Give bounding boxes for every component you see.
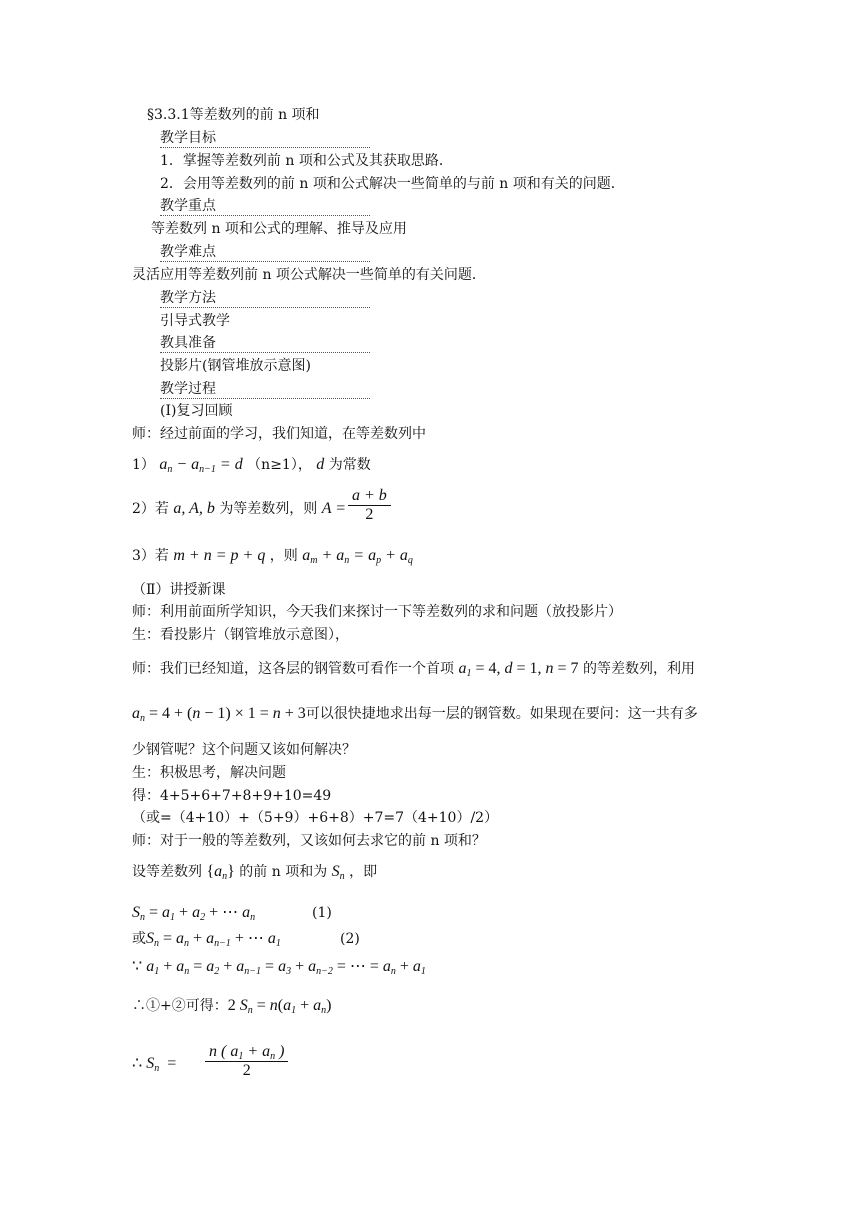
equation-1-number: (1) — [312, 905, 332, 921]
formula-sn-forward: $S_n = a_1 + a_2$ + ⋯ $a_n$ — [132, 904, 256, 923]
equal-pairs-line — [132, 958, 426, 976]
student-line-2: 生：积极思考，解决问题 — [132, 765, 286, 781]
formula-mnpq: m + n = p + q — [173, 547, 266, 564]
t2-prefix: 师：我们已经知道，这各层的钢管数可看作一个首项 — [132, 661, 454, 677]
formula-sum-terms: $a_m + a_n = a_p + a_q$ — [302, 547, 413, 566]
formula-sn-final-lhs: ∴ $S_n$ = — [132, 1055, 177, 1074]
teacher-line-2 — [132, 660, 695, 678]
final-formula-lhs — [132, 1055, 176, 1073]
add-text: ∴①+②可得： — [132, 998, 228, 1014]
l1-suffix: 为常数 — [328, 457, 371, 473]
sequence-an: $\{a_n\}$ — [206, 863, 235, 882]
teacher-line-3 — [132, 705, 698, 723]
formula-difference: $a_n - a_{n-1} = d$ — [159, 456, 243, 475]
t2-suffix: 的等差数列，利用 — [583, 661, 695, 677]
define-line — [132, 863, 377, 881]
teacher-line-1: 师：利用前面所学知识，今天我们来探讨一下等差数列的求和问题（放投影片） — [132, 604, 622, 620]
equation-2 — [132, 930, 281, 948]
review-line-1 — [132, 456, 371, 474]
fraction-sn-final: $\frac{n ( a_1 + a_n )}{2}$ — [205, 1043, 288, 1080]
objective-1: 1．掌握等差数列前 n 项和公式及其获取思路． — [160, 153, 453, 169]
l3-prefix: 3）若 — [132, 548, 169, 564]
teacher-line-4: 少钢管呢？这个问题又该如何解决？ — [132, 742, 356, 758]
review-line-3 — [132, 547, 413, 565]
l1-prefix: 1） — [132, 457, 155, 473]
l2-prefix: 2）若 — [132, 501, 169, 517]
l3-mid: ，则 — [269, 548, 298, 564]
formula-sn-reverse: $S_n = a_n + a_{n-1}$ + ⋯ $a_1$ — [146, 930, 281, 949]
l2-mid: 为等差数列，则 — [219, 501, 318, 517]
teacher-line-5: 师：对于一般的等差数列，又该如何去求它的前 n 项和？ — [132, 833, 486, 849]
l1-condition: （n≥1）， — [247, 457, 312, 473]
page-title: §3.3.1等差数列的前 n 项和 — [147, 107, 320, 123]
eq2-prefix: 或 — [132, 931, 146, 947]
formula-equal-pairs: ∵ $a_1 + a_n = a_2 + a_{n-1} = a_3 + a_{n-2}$ = ⋯ = $a_n + a_1$ — [132, 958, 426, 977]
d1-suffix: ，即 — [349, 864, 378, 880]
objective-2: 2．会用等差数列的前 n 项和公式解决一些简单的与前 n 项和有关的问题． — [160, 176, 625, 192]
equation-2-number: (2) — [340, 931, 360, 947]
formula-mean: A = — [321, 500, 347, 517]
key-points-text: 等差数列 n 项和公式的理解、推导及应用 — [151, 221, 407, 237]
process-heading: 教学过程 — [160, 380, 370, 399]
method-heading: 教学方法 — [160, 289, 370, 308]
lesson-heading: （Ⅱ）讲授新课 — [132, 582, 226, 598]
tools-text: 投影片(钢管堆放示意图) — [160, 358, 311, 374]
method-text: 引导式教学 — [160, 313, 230, 329]
fraction-mean: $\frac{a + b}{2}$ — [348, 487, 391, 524]
d1-mid: 的前 n 项和为 — [239, 864, 328, 880]
difficulty-heading: 教学难点 — [160, 243, 370, 262]
key-points-heading: 教学重点 — [160, 197, 370, 216]
review-intro: 师：经过前面的学习，我们知道，在等差数列中 — [132, 426, 426, 442]
abc-terms: a, A, b — [173, 500, 215, 517]
student-line-1: 生：看投影片（钢管堆放示意图）， — [132, 627, 349, 643]
formula-an: $a_n = 4 + (n - 1) \times 1 = n + 3$ — [132, 705, 306, 724]
t3-suffix: 可以很快捷地求出每一层的钢管数。如果现在要问：这一共有多 — [305, 706, 698, 722]
d-symbol: d — [316, 456, 325, 473]
formula-initial: $a_1 = 4$, d = 1, n = 7 — [458, 660, 579, 679]
result-line-1: 得：4+5+6+7+8+9+10=49 — [132, 788, 332, 804]
equation-1 — [132, 904, 255, 922]
d1-prefix: 设等差数列 — [132, 864, 202, 880]
review-heading: (I)复习回顾 — [160, 403, 233, 419]
tools-heading: 教具准备 — [160, 334, 370, 353]
add-line — [132, 997, 331, 1015]
result-line-2: （或=（4+10）+（5+9）+6+8）+7=7（4+10）/2） — [132, 810, 499, 826]
review-line-2 — [132, 500, 346, 518]
objectives-heading: 教学目标 — [160, 129, 370, 148]
difficulty-text: 灵活应用等差数列前 n 项公式解决一些简单的有关问题． — [132, 267, 486, 283]
formula-2sn: 2 $S_n = n(a_1 + a_n)$ — [227, 997, 332, 1016]
sn-symbol: $S_n$ — [331, 863, 345, 882]
